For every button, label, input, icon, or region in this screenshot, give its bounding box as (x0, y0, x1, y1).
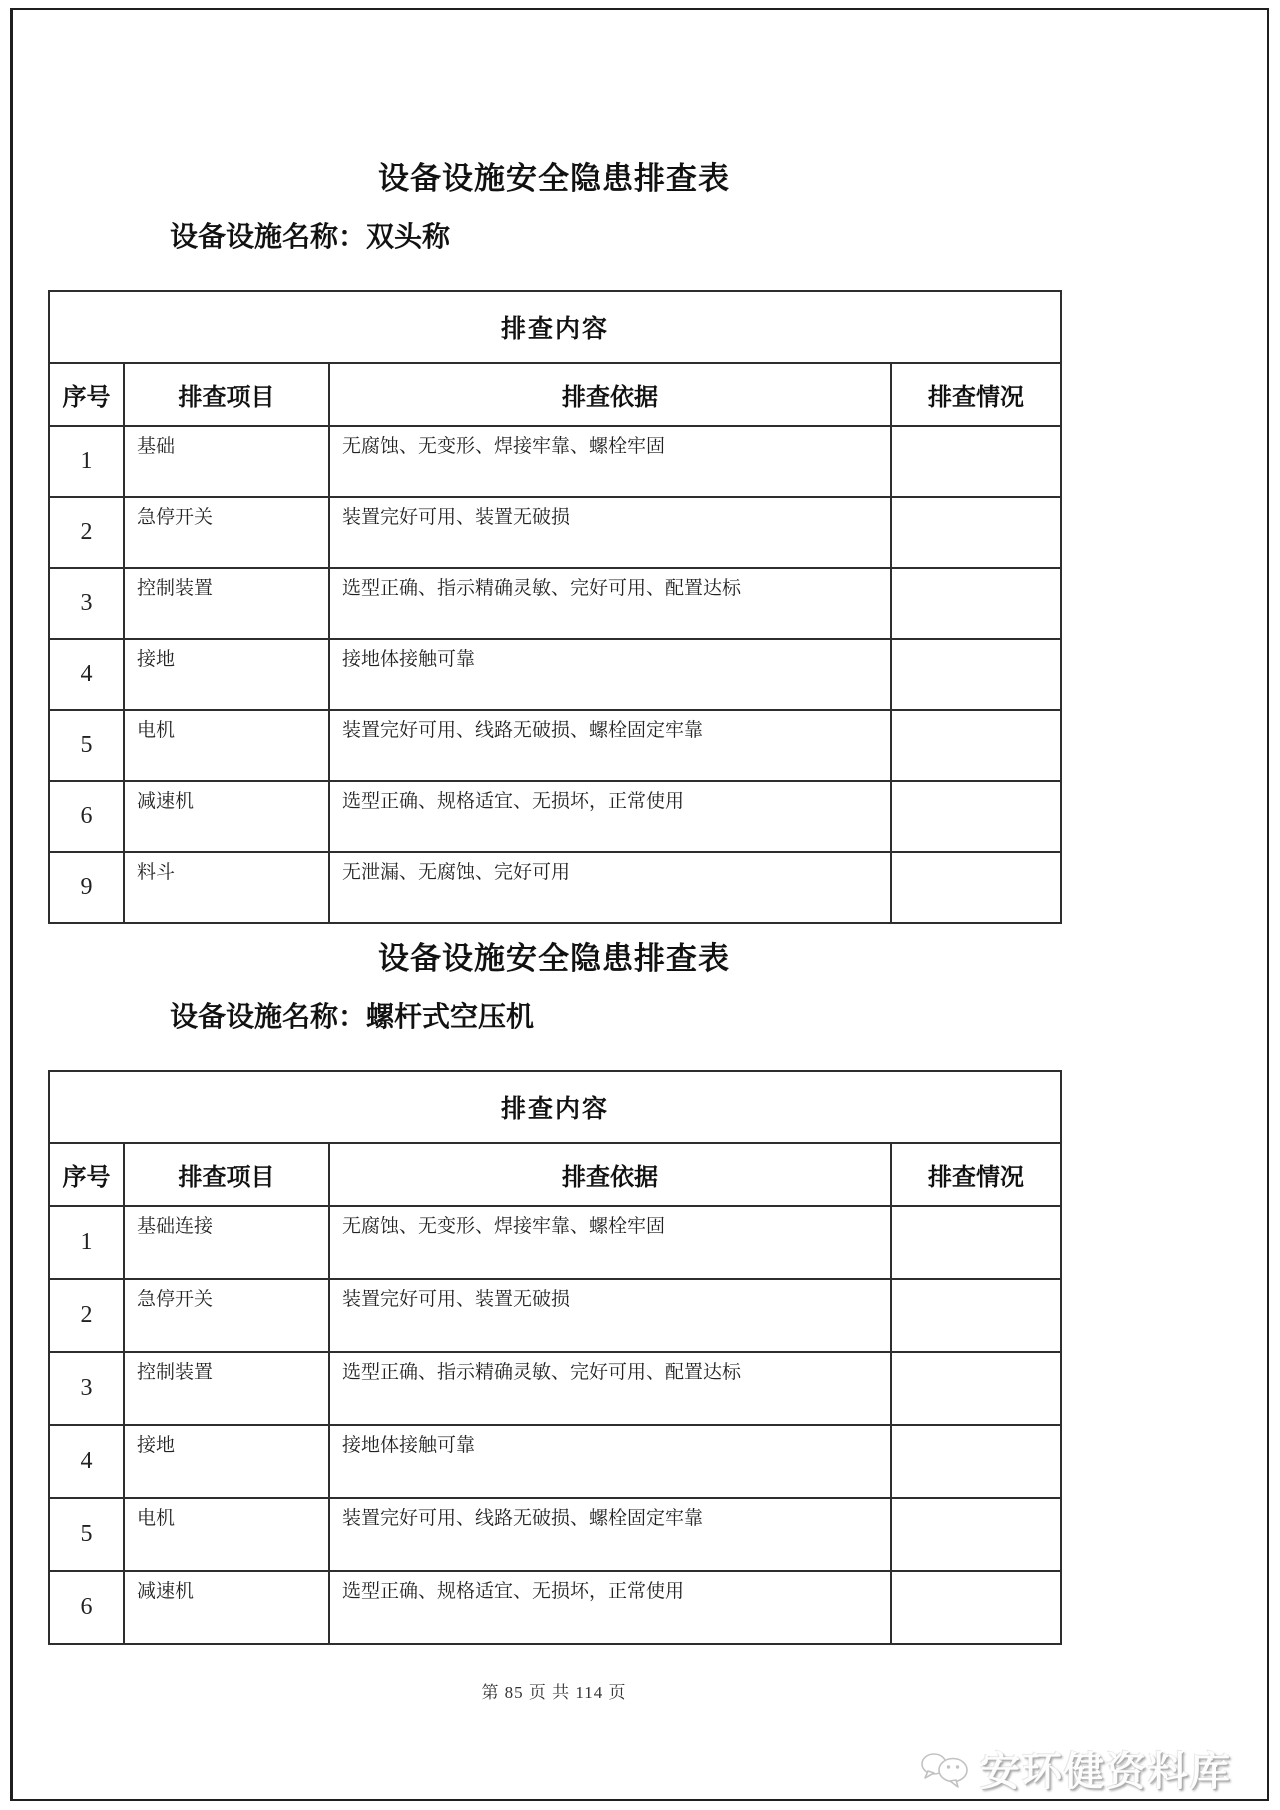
table-row (49, 1571, 1061, 1644)
row-item-cell: 减速机 (124, 1571, 329, 1644)
device-name-line (48, 218, 1060, 258)
row-item-cell: 控制装置 (124, 1352, 329, 1425)
row-status-cell (891, 1206, 1061, 1279)
table-row (49, 1352, 1061, 1425)
row-status-cell (891, 1498, 1061, 1571)
row-basis-cell: 选型正确、规格适宜、无损坏，正常使用 (329, 781, 891, 852)
row-item-cell: 控制装置 (124, 568, 329, 639)
table-row (49, 1425, 1061, 1498)
table-row (49, 497, 1061, 568)
row-number-cell: 5 (49, 710, 124, 781)
row-number-cell: 3 (49, 1352, 124, 1425)
section-title: 设备设施安全隐患排查表 (378, 941, 730, 976)
row-basis-cell: 装置完好可用、线路无破损、螺栓固定牢靠 (329, 710, 891, 781)
page-number-text: 第 85 页 共 114 页 (481, 1683, 627, 1702)
section-title: 设备设施安全隐患排查表 (378, 161, 730, 196)
row-item-cell: 料斗 (124, 852, 329, 923)
watermark (920, 1740, 1232, 1797)
row-number-cell: 1 (49, 1206, 124, 1279)
table-row (49, 852, 1061, 923)
device-name-value: 双头称 (366, 222, 451, 253)
row-item-cell: 接地 (124, 639, 329, 710)
row-item-cell: 基础 (124, 426, 329, 497)
row-basis-cell: 装置完好可用、线路无破损、螺栓固定牢靠 (329, 1498, 891, 1571)
row-basis-cell: 无泄漏、无腐蚀、完好可用 (329, 852, 891, 923)
row-status-cell (891, 1571, 1061, 1644)
table-row (49, 1498, 1061, 1571)
row-basis-cell: 选型正确、指示精确灵敏、完好可用、配置达标 (329, 568, 891, 639)
row-status-cell (891, 852, 1061, 923)
row-number-cell: 1 (49, 426, 124, 497)
col-header-status: 排查情况 (891, 363, 1061, 426)
col-header-item: 排查项目 (124, 363, 329, 426)
row-number-cell: 6 (49, 781, 124, 852)
device-name-label: 设备设施名称： (170, 1002, 367, 1033)
col-header-status: 排查情况 (891, 1143, 1061, 1206)
watermark-text: 安环健资料库 (980, 1749, 1232, 1794)
row-status-cell (891, 426, 1061, 497)
row-basis-cell: 选型正确、指示精确灵敏、完好可用、配置达标 (329, 1352, 891, 1425)
table-title: 排查内容 (49, 1071, 1061, 1143)
row-status-cell (891, 1425, 1061, 1498)
row-item-cell: 减速机 (124, 781, 329, 852)
device-name-label: 设备设施名称： (170, 222, 367, 253)
inspection-table (48, 1070, 1062, 1645)
table-row (49, 781, 1061, 852)
table-row (49, 426, 1061, 497)
column-header-row (49, 1143, 1061, 1206)
row-item-cell: 急停开关 (124, 1279, 329, 1352)
col-header-basis: 排查依据 (329, 363, 891, 426)
table-title-row (49, 291, 1061, 363)
row-number-cell: 2 (49, 1279, 124, 1352)
row-item-cell: 接地 (124, 1425, 329, 1498)
inspection-section (48, 924, 1060, 1645)
document-content (48, 0, 1060, 1645)
chat-bubbles-icon (920, 1749, 972, 1789)
table-row (49, 568, 1061, 639)
row-basis-cell: 接地体接触可靠 (329, 1425, 891, 1498)
row-basis-cell: 选型正确、规格适宜、无损坏，正常使用 (329, 1571, 891, 1644)
row-number-cell: 2 (49, 497, 124, 568)
row-basis-cell: 装置完好可用、装置无破损 (329, 497, 891, 568)
row-status-cell (891, 781, 1061, 852)
row-number-cell: 9 (49, 852, 124, 923)
row-item-cell: 电机 (124, 1498, 329, 1571)
row-basis-cell: 无腐蚀、无变形、焊接牢靠、螺栓牢固 (329, 1206, 891, 1279)
device-name-value: 螺杆式空压机 (366, 1002, 535, 1033)
row-item-cell: 电机 (124, 710, 329, 781)
row-status-cell (891, 710, 1061, 781)
row-number-cell: 6 (49, 1571, 124, 1644)
table-row (49, 639, 1061, 710)
row-basis-cell: 接地体接触可靠 (329, 639, 891, 710)
device-name-line (48, 998, 1060, 1038)
row-number-cell: 3 (49, 568, 124, 639)
col-header-no: 序号 (49, 363, 124, 426)
row-number-cell: 4 (49, 639, 124, 710)
column-header-row (49, 363, 1061, 426)
inspection-table (48, 290, 1062, 924)
row-status-cell (891, 1279, 1061, 1352)
inspection-section (48, 0, 1060, 924)
table-title: 排查内容 (49, 291, 1061, 363)
col-header-basis: 排查依据 (329, 1143, 891, 1206)
page-number (48, 1678, 1060, 1703)
row-number-cell: 4 (49, 1425, 124, 1498)
row-number-cell: 5 (49, 1498, 124, 1571)
table-row (49, 1206, 1061, 1279)
row-item-cell: 急停开关 (124, 497, 329, 568)
row-status-cell (891, 497, 1061, 568)
col-header-no: 序号 (49, 1143, 124, 1206)
row-item-cell: 基础连接 (124, 1206, 329, 1279)
table-row (49, 1279, 1061, 1352)
row-basis-cell: 无腐蚀、无变形、焊接牢靠、螺栓牢固 (329, 426, 891, 497)
row-status-cell (891, 568, 1061, 639)
row-basis-cell: 装置完好可用、装置无破损 (329, 1279, 891, 1352)
row-status-cell (891, 639, 1061, 710)
col-header-item: 排查项目 (124, 1143, 329, 1206)
table-row (49, 710, 1061, 781)
row-status-cell (891, 1352, 1061, 1425)
table-title-row (49, 1071, 1061, 1143)
